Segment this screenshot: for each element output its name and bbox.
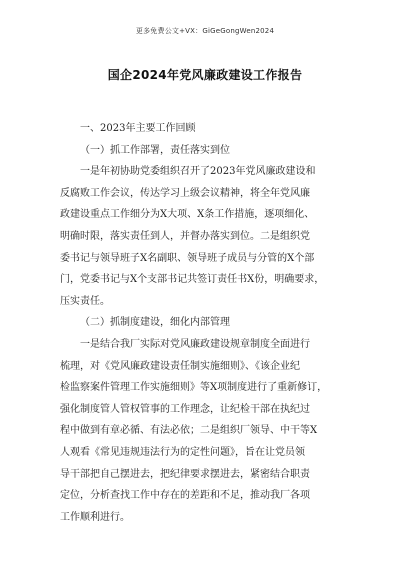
paragraph-line: 人观看《常见违规违法行为的定性问题》，旨在让党员领 [60,446,305,458]
paragraph-line: 定位，分析查找工作中存在的差距和不足，推动我厂各项 [60,490,310,502]
paragraph-line: 委书记与领导班子X名副职、领导班子成员与分管的X个部 [60,252,315,264]
paragraph-line: 明确时限，落实责任到人，并督办落实到位。二是组织党 [60,230,310,242]
paragraph-line: 强化制度管人管权管事的工作理念，让纪检干部在执纪过 [60,403,310,415]
subsection-heading: （二）抓制度建设，细化内部管理 [80,317,230,329]
paragraph-line: 门，党委书记与X个支部书记共签订责任书X份，明确要求， [60,274,325,286]
paragraph-line: 梳理，对《党风廉政建设责任制实施细则》、《该企业纪 [60,360,300,372]
paragraph-line: 工作顺利进行。 [60,511,130,523]
paragraph-line: 一是结合我厂实际对党风廉政建设规章制度全面进行 [80,338,310,350]
document-title: 国企2024年党风廉政建设工作报告 [107,68,303,82]
paragraph-line: 压实责任。 [60,295,110,307]
paragraph-line: 程中做到有章必循、有法必依；二是组织厂领导、中干等X [60,425,318,437]
header-note: 更多免费公文+VX：GiGeGongWen2024 [135,27,275,35]
paragraph-line: 检监察案件管理工作实施细则》等X项制度进行了重新修订， [60,382,328,394]
paragraph-1 [60,161,352,312]
subsection-heading: （一）抓工作部署，责任落实到位 [80,144,230,156]
document-body [60,118,352,528]
paragraph-line: 一是年初协助党委组织召开了2023年党风廉政建设和 [80,166,316,178]
paragraph-2 [60,334,352,528]
paragraph-line: 政建设重点工作细分为X大项、X条工作措施，逐项细化、 [60,209,315,221]
paragraph-line: 导干部把自己摆进去，把纪律要求摆进去，紧密结合职责 [60,468,310,480]
section-heading: 一、2023年主要工作回顾 [80,123,196,134]
paragraph-line: 反腐败工作会议，传达学习上级会议精神，将全年党风廉 [60,187,310,199]
